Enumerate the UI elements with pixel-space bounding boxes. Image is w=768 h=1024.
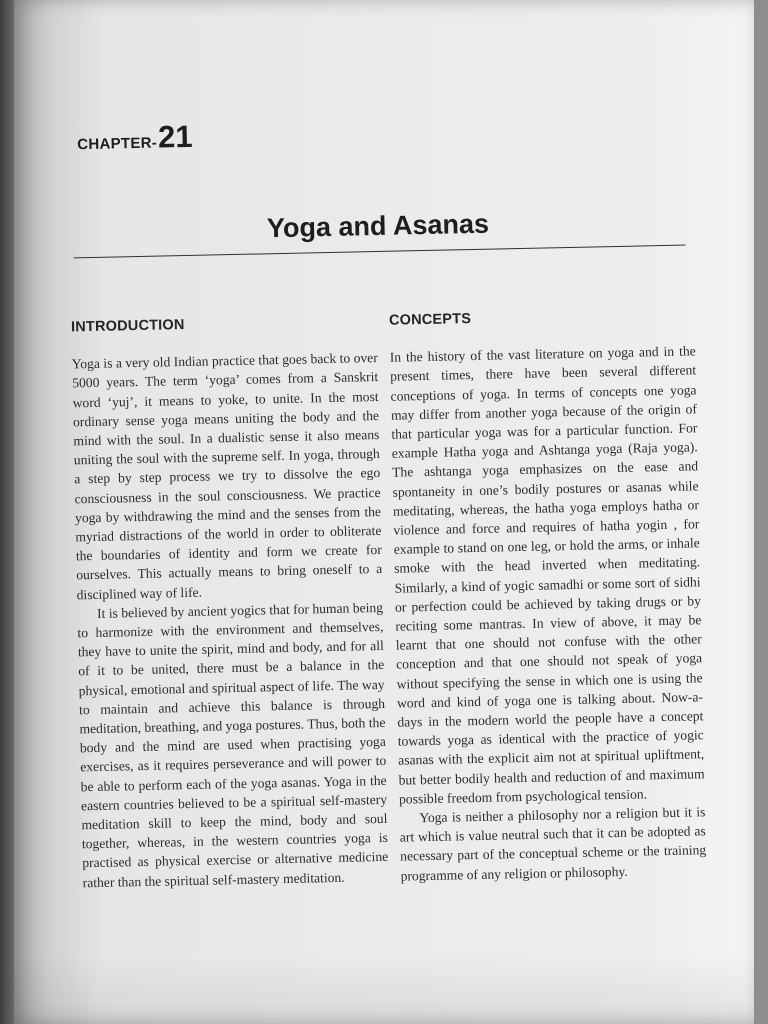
concepts-heading: CONCEPTS: [388, 311, 472, 329]
chapter-title: Yoga and Asanas: [266, 208, 490, 244]
chapter-heading: [77, 119, 193, 157]
concepts-paragraph: Yoga is neither a philosophy nor a religion but it is art which is value neutral such that it can be adopted as necessary part of the conceptual scheme or the training programme of any religion or philosophy.: [399, 804, 707, 884]
chapter-number: 21: [157, 118, 193, 155]
concepts-paragraph: In the history of the vast literature on yoga and in the present times, there have been several different conceptions of yoga. In terms of concepts one yoga may differ from another yoga because of the origin of that particular yoga was for a particular function. For example Hatha yoga and Ashtanga yoga (Raja yoga). The ashtanga yoga emphasizes on the ease and spontaneity in one’s bodily postures or asanas while meditating, whereas, the hatha yoga employs hatha or violence and force and requires of hatha yogin , for example to stand on one leg, or hold the arms, or inhale smoke with the head inverted when meditating. Similarly, a kind of yogic samadhi or some sort of sidhi or perfection could be achieved by taking drugs or by reciting some mantras. In view of above, it may be learnt that one should not confuse with the other conception and that one should not speak of yoga without specifying the sense in which one is using the word and kind of yoga one is talking about. Now-a-days in the modern world the people have a concept towards yoga as identical with the practice of yogic asanas with the explicit aim not at spiritual upliftment, but better bodily health and reduction of and maximum possible freedom from psychological tension.: [389, 343, 705, 807]
title-divider: [74, 245, 686, 259]
introduction-paragraph: It is believed by ancient yogics that for human being to harmonize with the environment and themselves, they have to unite the spirit, mind and body, and for all of it to be united, there must be a balance in the physical, emotional and spiritual aspect of life. The way to maintain and achieve this balance is through meditation, breathing, and yoga postures. Thus, both the body and the mind are used when practising yoga exercises, as it requires perseverance and will power to be able to perform each of the yoga asanas. Yoga in the eastern countries believed to be a spiritual self-mastery meditation skill to keep the mind, body and soul together, whereas, in the western countries yoga is practised as physical exercise or alternative medicine rather than the spiritual self-mastery meditation.: [77, 599, 389, 890]
introduction-column: [71, 312, 389, 892]
introduction-heading: INTRODUCTION: [70, 317, 185, 336]
concepts-column: [389, 305, 707, 885]
introduction-paragraph: Yoga is a very old Indian practice that goes back to over 5000 years. The term ‘yoga’ comes from a Sanskrit word ‘yuj’, it means to yoke, to unite. In the most ordinary sense yoga means uniting the body and the mind with the soul. In a dualistic sense it also means uniting the soul with the supreme self. In yoga, through a step by step process we try to dissolve the ego consciousness in the soul consciousness. We practice yoga by withdrawing the mind and the senses from the myriad distractions of the world in order to obliterate the boundaries of identity and form we create for ourselves. This actually means to bring oneself to a disciplined way of life.: [71, 350, 383, 602]
chapter-label: CHAPTER-: [77, 134, 158, 154]
